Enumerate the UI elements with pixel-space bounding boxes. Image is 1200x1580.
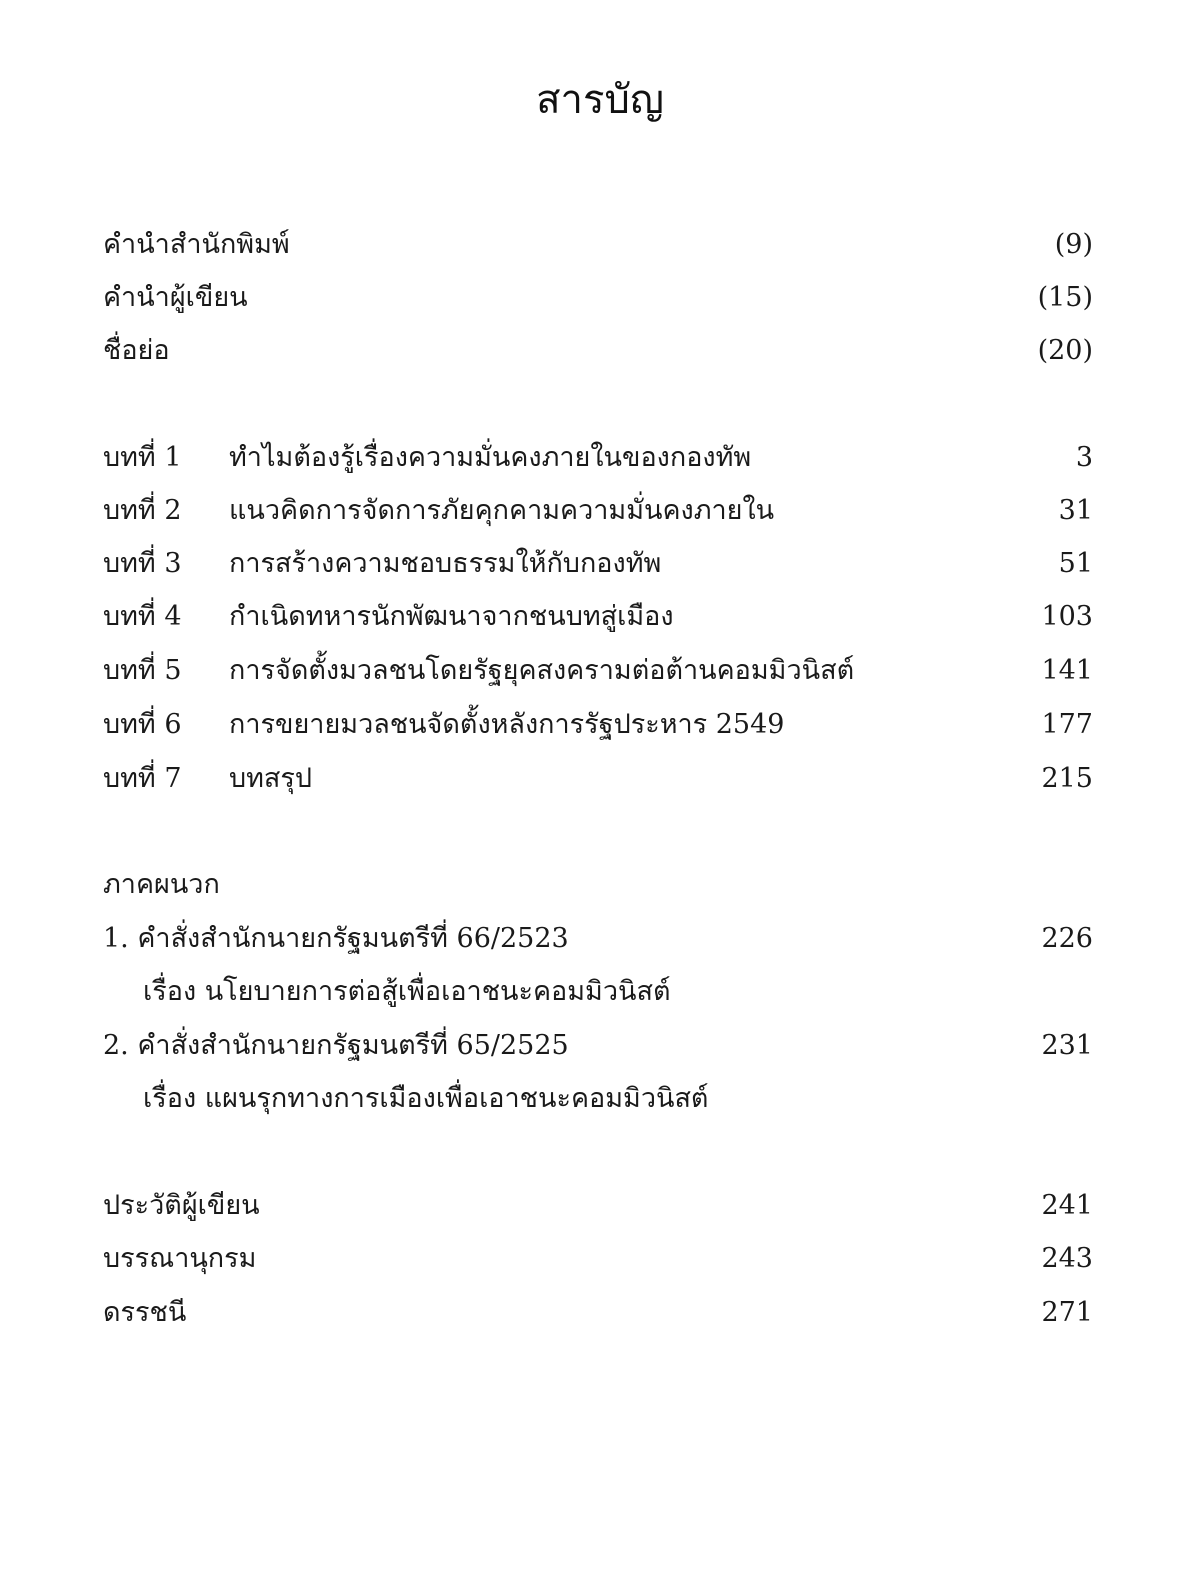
toc-chapter-1[interactable]	[103, 431, 1093, 484]
toc-entry-bibliography[interactable]	[103, 1232, 1093, 1285]
toc-chapter-3[interactable]	[103, 537, 1093, 590]
toc-appendix-2-subtitle	[103, 1072, 1093, 1125]
toc-entry-page: 243	[1041, 1243, 1093, 1274]
appendix-heading: ภาคผนวก	[103, 869, 220, 900]
chapter-number: บทที่ 3	[103, 548, 182, 579]
chapter-title: การจัดตั้งมวลชนโดยรัฐยุคสงครามต่อต้านคอมมิวนิสต์	[229, 655, 855, 686]
toc-entry-abbreviations[interactable]	[103, 324, 1093, 377]
toc-chapter-7[interactable]	[103, 752, 1093, 805]
toc-chapter-6[interactable]	[103, 698, 1093, 751]
toc-entry-subtitle: เรื่อง แผนรุกทางการเมืองเพื่อเอาชนะคอมมิวนิสต์	[143, 1083, 709, 1114]
toc-entry-page: (20)	[1037, 335, 1093, 366]
toc-entry-page: 271	[1041, 1297, 1093, 1328]
toc-entry-label	[103, 698, 1041, 751]
toc-entry-index[interactable]	[103, 1286, 1093, 1339]
toc-entry-label: ประวัติผู้เขียน	[103, 1190, 260, 1221]
toc-entry-page: 3	[1075, 442, 1093, 473]
toc-entry-page: 103	[1041, 601, 1093, 632]
chapter-title: แนวคิดการจัดการภัยคุกคามความมั่นคงภายใน	[229, 495, 775, 526]
toc-entry-preface-author[interactable]	[103, 271, 1093, 324]
toc-chapter-4[interactable]	[103, 590, 1093, 643]
toc-entry-label	[103, 644, 1041, 697]
toc-entry-page: (9)	[1054, 229, 1093, 260]
toc-entry-label	[103, 752, 1041, 805]
toc-entry-page: 177	[1041, 709, 1093, 740]
chapter-title: การสร้างความชอบธรรมให้กับกองทัพ	[229, 548, 662, 579]
toc-entry-preface-publisher[interactable]	[103, 218, 1093, 271]
chapter-title: ทำไมต้องรู้เรื่องความมั่นคงภายในของกองทัพ	[229, 442, 752, 473]
chapter-title: กำเนิดทหารนักพัฒนาจากชนบทสู่เมือง	[229, 601, 674, 632]
toc-entry-page: 31	[1058, 495, 1093, 526]
chapter-number: บทที่ 7	[103, 763, 182, 794]
chapter-title: บทสรุป	[229, 763, 313, 794]
toc-entry-label: 2. คำสั่งสำนักนายกรัฐมนตรีที่ 65/2525	[103, 1030, 569, 1061]
chapter-number: บทที่ 4	[103, 601, 182, 632]
toc-entry-label: 1. คำสั่งสำนักนายกรัฐมนตรีที่ 66/2523	[103, 923, 569, 954]
toc-entry-label	[103, 484, 1059, 537]
toc-entry-subtitle: เรื่อง นโยบายการต่อสู้เพื่อเอาชนะคอมมิวนิสต์	[143, 976, 671, 1007]
toc-entry-author-bio[interactable]	[103, 1179, 1093, 1232]
toc-entry-label	[103, 431, 1076, 484]
chapter-number: บทที่ 6	[103, 709, 182, 740]
toc-chapter-5[interactable]	[103, 644, 1093, 697]
toc-entry-label: ชื่อย่อ	[103, 335, 170, 366]
toc-entry-page: 51	[1058, 548, 1093, 579]
page-title: สารบัญ	[536, 77, 664, 123]
toc-entry-label: บรรณานุกรม	[103, 1243, 257, 1274]
toc-entry-page: (15)	[1037, 282, 1093, 313]
toc-entry-page: 241	[1041, 1190, 1093, 1221]
toc-entry-label	[103, 590, 1041, 643]
chapter-number: บทที่ 2	[103, 495, 182, 526]
toc-entry-label: คำนำสำนักพิมพ์	[103, 229, 290, 260]
toc-entry-label: ดรรชนี	[103, 1297, 187, 1328]
toc-entry-page: 141	[1041, 655, 1093, 686]
toc-entry-label: คำนำผู้เขียน	[103, 282, 248, 313]
toc-entry-page: 215	[1041, 763, 1093, 794]
toc-appendix-2[interactable]	[103, 1019, 1093, 1072]
toc-entry-label	[103, 537, 1059, 590]
toc-chapter-2[interactable]	[103, 484, 1093, 537]
toc-appendix-1-subtitle	[103, 965, 1093, 1018]
toc-entry-page: 226	[1041, 923, 1093, 954]
toc-appendix-1[interactable]	[103, 912, 1093, 965]
chapter-number: บทที่ 1	[103, 442, 182, 473]
chapter-title: การขยายมวลชนจัดตั้งหลังการรัฐประหาร 2549	[229, 709, 785, 740]
chapter-number: บทที่ 5	[103, 655, 182, 686]
toc-entry-page: 231	[1041, 1030, 1093, 1061]
